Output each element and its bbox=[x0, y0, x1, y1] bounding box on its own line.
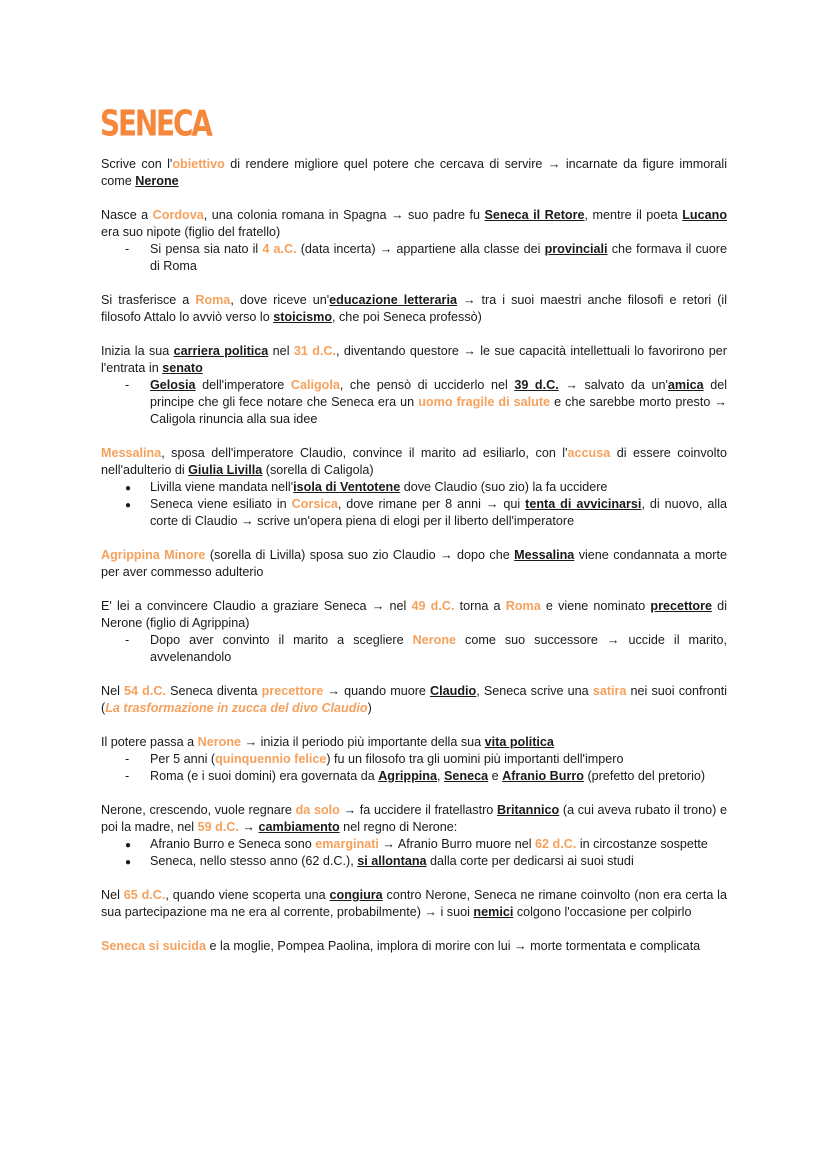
key-term: nemici bbox=[473, 905, 514, 919]
text-run: , una colonia romana in Spagna → suo padre fu bbox=[203, 208, 485, 222]
key-term: precettore bbox=[650, 599, 712, 613]
text-run: nel bbox=[268, 344, 294, 358]
text-run: contro Nerone, Seneca ne rimane coinvolto (non era certa la sua partecipazione ma ne era al corrente, probabilmente) → i suoi bbox=[101, 888, 727, 919]
key-term: Afranio Burro bbox=[502, 769, 584, 783]
text-run: in circostanze sospette bbox=[576, 837, 708, 851]
key-term: congiura bbox=[329, 888, 383, 902]
list-item bbox=[101, 632, 727, 666]
key-term: tenta di avvicinarsi bbox=[525, 497, 642, 511]
text-run: , che poi Seneca professò) bbox=[332, 310, 482, 324]
document-body bbox=[101, 156, 727, 955]
list-item bbox=[101, 479, 727, 496]
highlight-text: Caligola bbox=[290, 378, 340, 392]
text-run: Dopo aver convinto il marito a scegliere bbox=[150, 633, 413, 647]
list-item bbox=[101, 853, 727, 870]
highlight-text: 59 d.C. bbox=[197, 820, 239, 834]
text-run: nei suoi confronti ( bbox=[101, 684, 727, 715]
highlight-text: uomo fragile di salute bbox=[418, 395, 551, 409]
key-term: si allontana bbox=[357, 854, 427, 868]
highlight-text: Roma bbox=[195, 293, 231, 307]
highlight-text: obiettivo bbox=[172, 157, 225, 171]
highlight-text: 4 a.C. bbox=[262, 242, 297, 256]
text-run: → bbox=[238, 820, 259, 834]
text-run: era suo nipote (figlio del fratello) bbox=[101, 225, 281, 239]
highlight-text: da solo bbox=[295, 803, 340, 817]
dash-list bbox=[101, 632, 727, 666]
highlight-text: 54 d.C. bbox=[124, 684, 166, 698]
dash-list bbox=[101, 377, 727, 428]
key-term: senato bbox=[162, 361, 203, 375]
text-run: Nel bbox=[101, 684, 125, 698]
key-term: Seneca bbox=[443, 769, 489, 783]
list-item bbox=[101, 241, 727, 275]
text-run: , dove rimane per 8 anni → qui bbox=[337, 497, 526, 511]
text-run: Seneca diventa bbox=[165, 684, 262, 698]
bullet-list bbox=[101, 479, 727, 530]
text-run: , quando viene scoperta una bbox=[165, 888, 330, 902]
text-run: , Seneca scrive una bbox=[476, 684, 593, 698]
highlight-text: Agrippina Minore bbox=[101, 548, 206, 562]
text-run: (sorella di Caligola) bbox=[262, 463, 374, 477]
highlight-text: 31 d.C. bbox=[293, 344, 337, 358]
text-run: Per 5 anni ( bbox=[150, 752, 216, 766]
text-run: e bbox=[488, 769, 503, 783]
key-term: carriera politica bbox=[173, 344, 269, 358]
paragraph bbox=[101, 156, 727, 190]
key-term: Agrippina bbox=[378, 769, 437, 783]
text-run: Livilla viene mandata nell' bbox=[150, 480, 294, 494]
text-run: e viene nominato bbox=[540, 599, 651, 613]
key-term: Nerone bbox=[135, 174, 179, 188]
bullet-icon bbox=[125, 479, 131, 497]
paragraph bbox=[101, 207, 727, 241]
key-term: vita politica bbox=[484, 735, 554, 749]
bullet-icon bbox=[125, 496, 131, 514]
highlight-text: Roma bbox=[505, 599, 541, 613]
text-run: Nel bbox=[101, 888, 124, 902]
text-run: (sorella di Livilla) sposa suo zio Claudio → dopo che bbox=[205, 548, 515, 562]
bullet-list bbox=[101, 836, 727, 870]
highlight-text: Seneca si suicida bbox=[101, 939, 207, 953]
list-item bbox=[101, 751, 727, 768]
dash-list bbox=[101, 241, 727, 275]
text-run: del principe che gli fece notare che Seneca era un bbox=[150, 378, 727, 409]
highlight-text: precettore bbox=[261, 684, 324, 698]
text-run: , di nuovo, alla corte di Claudio → scrive un'opera piena di elogi per il liberto dell'imperatore bbox=[150, 497, 727, 528]
text-run: colgono l'occasione per colpirlo bbox=[513, 905, 692, 919]
text-run: Nasce a bbox=[101, 208, 153, 222]
text-run: → salvato da un' bbox=[558, 378, 668, 392]
text-run: , che pensò di ucciderlo nel bbox=[339, 378, 515, 392]
text-run: viene condannata a morte per aver commesso adulterio bbox=[101, 548, 727, 579]
key-term: amica bbox=[667, 378, 704, 392]
text-run: che formava il cuore di Roma bbox=[150, 242, 727, 273]
key-term: Giulia Livilla bbox=[188, 463, 263, 477]
paragraph bbox=[101, 598, 727, 632]
paragraph bbox=[101, 343, 727, 377]
key-term: Lucano bbox=[682, 208, 728, 222]
dash-icon bbox=[125, 241, 129, 258]
list-item bbox=[101, 768, 727, 785]
text-run: Afranio Burro e Seneca sono bbox=[150, 837, 316, 851]
dash-icon bbox=[125, 632, 129, 649]
highlight-text: Corsica bbox=[291, 497, 338, 511]
text-run: come suo successore → uccide il marito, avvelenandolo bbox=[150, 633, 728, 664]
text-run: → quando muore bbox=[323, 684, 431, 698]
paragraph bbox=[101, 802, 727, 836]
highlight-text: quinquennio felice bbox=[215, 752, 327, 766]
key-term: Messalina bbox=[514, 548, 575, 562]
key-term: cambiamento bbox=[258, 820, 340, 834]
text-run: , dove riceve un' bbox=[230, 293, 330, 307]
key-term: Gelosia bbox=[150, 378, 196, 392]
bullet-icon bbox=[125, 853, 131, 871]
text-run: , sposa dell'imperatore Claudio, convince il marito ad esiliarlo, con l' bbox=[161, 446, 568, 460]
highlight-text: 62 d.C. bbox=[535, 837, 577, 851]
text-run: (a cui aveva rubato il trono) e poi la madre, nel bbox=[101, 803, 728, 834]
key-term: educazione letteraria bbox=[329, 293, 457, 307]
highlight-title: La trasformazione in zucca del divo Claudio bbox=[105, 701, 368, 715]
text-run: torna a bbox=[454, 599, 506, 613]
key-term: Seneca il Retore bbox=[484, 208, 585, 222]
key-term: stoicismo bbox=[273, 310, 333, 324]
text-run: E' lei a convincere Claudio a graziare Seneca → nel bbox=[101, 599, 412, 613]
key-term: isola di Ventotene bbox=[293, 480, 401, 494]
paragraph bbox=[101, 683, 727, 717]
highlight-text: 65 d.C. bbox=[123, 888, 166, 902]
text-run: Si pensa sia nato il bbox=[150, 242, 263, 256]
key-term: Britannico bbox=[496, 803, 560, 817]
text-run: dell'imperatore bbox=[195, 378, 291, 392]
text-run: di rendere migliore quel potere che cercava di servire → incarnate da figure immorali come bbox=[101, 157, 727, 188]
text-run: Roma (e i suoi domini) era governata da bbox=[150, 769, 379, 783]
paragraph bbox=[101, 938, 727, 955]
dash-list bbox=[101, 751, 727, 785]
list-item bbox=[101, 496, 727, 530]
text-run: Seneca, nello stesso anno (62 d.C.), bbox=[150, 854, 358, 868]
highlight-text: Nerone bbox=[412, 633, 457, 647]
highlight-text: emarginati bbox=[315, 837, 379, 851]
list-item bbox=[101, 836, 727, 853]
paragraph bbox=[101, 445, 727, 479]
text-run: dalla corte per dedicarsi ai suoi studi bbox=[426, 854, 634, 868]
text-run: → inizia il periodo più importante della sua bbox=[241, 735, 485, 749]
dash-icon bbox=[125, 768, 129, 785]
text-run: di essere coinvolto nell'adulterio di bbox=[101, 446, 727, 477]
highlight-text: Messalina bbox=[101, 446, 162, 460]
text-run: nel regno di Nerone: bbox=[339, 820, 458, 834]
text-run: ) bbox=[367, 701, 372, 715]
text-run: , diventando questore → le sue capacità intellettuali lo favorirono per l'entrata in bbox=[101, 344, 727, 375]
text-run: di Nerone (figlio di Agrippina) bbox=[101, 599, 727, 630]
highlight-text: Cordova bbox=[152, 208, 204, 222]
list-item bbox=[101, 377, 727, 428]
paragraph bbox=[101, 292, 727, 326]
key-term: Claudio bbox=[430, 684, 477, 698]
dash-icon bbox=[125, 377, 129, 394]
highlight-text: accusa bbox=[567, 446, 611, 460]
key-term: provinciali bbox=[544, 242, 608, 256]
text-run: Scrive con l' bbox=[101, 157, 173, 171]
text-run: Il potere passa a bbox=[101, 735, 198, 749]
text-run: e che sarebbe morto presto → Caligola rinuncia alla sua idee bbox=[150, 395, 727, 426]
text-run: Inizia la sua bbox=[101, 344, 174, 358]
text-run: e la moglie, Pompea Paolina, implora di morire con lui → morte tormentata e complicata bbox=[206, 939, 701, 953]
text-run: → fa uccidere il fratellastro bbox=[339, 803, 497, 817]
document-title: SENECA bbox=[100, 103, 211, 145]
text-run: ) fu un filosofo tra gli uomini più importanti dell'impero bbox=[326, 752, 624, 766]
highlight-text: Nerone bbox=[197, 735, 242, 749]
text-run: → tra i suoi maestri anche filosofi e retori (il filosofo Attalo lo avviò verso lo bbox=[101, 293, 727, 324]
text-run: dove Claudio (suo zio) la fa uccidere bbox=[400, 480, 608, 494]
highlight-text: 49 d.C. bbox=[411, 599, 455, 613]
text-run: Seneca viene esiliato in bbox=[150, 497, 292, 511]
text-run: Si trasferisce a bbox=[101, 293, 196, 307]
text-run: (prefetto del pretorio) bbox=[583, 769, 706, 783]
key-term: 39 d.C. bbox=[514, 378, 559, 392]
paragraph bbox=[101, 887, 727, 921]
text-run: , mentre il poeta bbox=[584, 208, 683, 222]
text-run: , bbox=[436, 769, 444, 783]
highlight-text: satira bbox=[592, 684, 627, 698]
dash-icon bbox=[125, 751, 129, 768]
bullet-icon bbox=[125, 836, 131, 854]
paragraph bbox=[101, 547, 727, 581]
paragraph bbox=[101, 734, 727, 751]
text-run: (data incerta) → appartiene alla classe dei bbox=[296, 242, 545, 256]
text-run: → Afranio Burro muore nel bbox=[378, 837, 536, 851]
text-run: Nerone, crescendo, vuole regnare bbox=[101, 803, 296, 817]
